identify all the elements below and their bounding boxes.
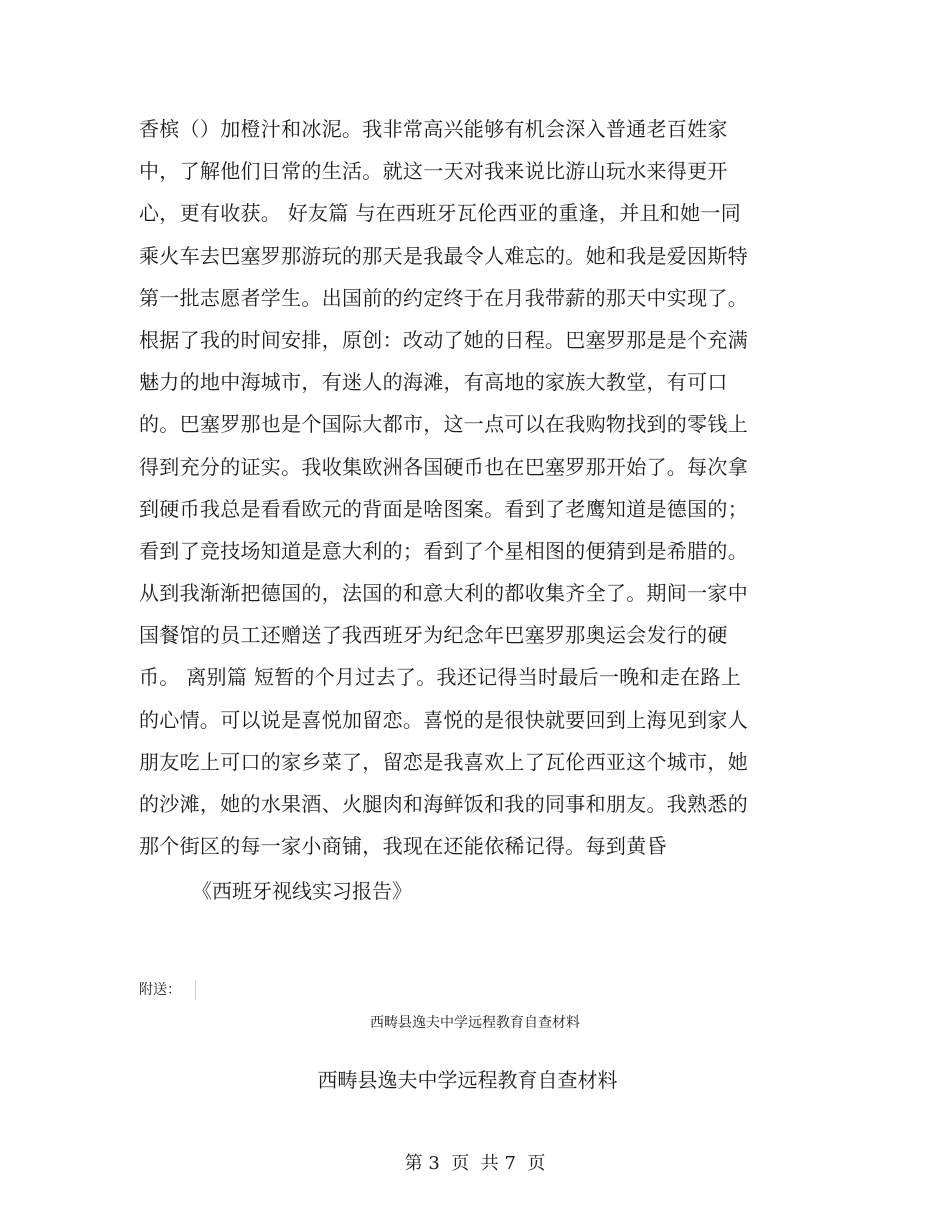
- text-line: 魅力的地中海城市，有迷人的海滩，有高地的家族大教堂，有可口: [139, 370, 728, 395]
- attachment-label: 附送：: [139, 980, 196, 1000]
- text-line: 的心情。可以说是喜悦加留恋。喜悦的是很快就要回到上海见到家人: [139, 707, 748, 732]
- text-line: 朋友吃上可口的家乡菜了，留恋是我喜欢上了瓦伦西亚这个城市，她: [139, 749, 748, 774]
- text-line: 第一批志愿者学生。出国前的约定终于在月我带薪的那天中实现了。: [139, 285, 748, 310]
- text-line: 那个街区的每一家小商铺，我现在还能依稀记得。每到黄昏: [139, 834, 667, 859]
- text-line: 根据了我的时间安排，原创：改动了她的日程。巴塞罗那是是个充满: [139, 327, 748, 352]
- text-line: 国餐馆的员工还赠送了我西班牙为纪念年巴塞罗那奥运会发行的硬: [139, 623, 728, 648]
- text-line: 从到我渐渐把德国的，法国的和意大利的都收集齐全了。期间一家中: [139, 581, 748, 606]
- report-title: 《西班牙视线实习报告》: [192, 879, 412, 903]
- attachment-small-heading: 西畴县逸夫中学远程教育自查材料: [370, 1015, 580, 1031]
- text-line: 的。巴塞罗那也是个国际大都市，这一点可以在我购物找到的零钱上: [139, 412, 748, 437]
- text-line: 香槟（）加橙汁和冰泥。我非常高兴能够有机会深入普通老百姓家: [139, 117, 728, 141]
- text-line: 币。 离别篇 短暂的个月过去了。我还记得当时最后一晚和走在路上: [139, 665, 742, 690]
- text-line: 看到了竞技场知道是意大利的；看到了个星相图的便猜到是希腊的。: [139, 538, 748, 563]
- attachment-title: 西畴县逸夫中学远程教育自查材料: [317, 1068, 618, 1092]
- page-number-footer: 第 3 页 共 7 页: [404, 1153, 546, 1174]
- body-paragraph: [139, 108, 779, 867]
- text-line: 的沙滩，她的水果酒、火腿肉和海鲜饭和我的同事和朋友。我熟悉的: [139, 792, 748, 816]
- text-line: 中，了解他们日常的生活。就这一天对我来说比游山玩水来得更开: [139, 159, 728, 184]
- text-line: 心，更有收获。 好友篇 与在西班牙瓦伦西亚的重逢，并且和她一同: [139, 201, 742, 226]
- text-line: 到硬币我总是看看欧元的背面是啥图案。看到了老鹰知道是德国的；: [139, 496, 748, 521]
- text-line: 乘火车去巴塞罗那游玩的那天是我最令人难忘的。她和我是爱因斯特: [139, 243, 748, 268]
- text-line: 得到充分的证实。我收集欧洲各国硬币也在巴塞罗那开始了。每次拿: [139, 454, 748, 479]
